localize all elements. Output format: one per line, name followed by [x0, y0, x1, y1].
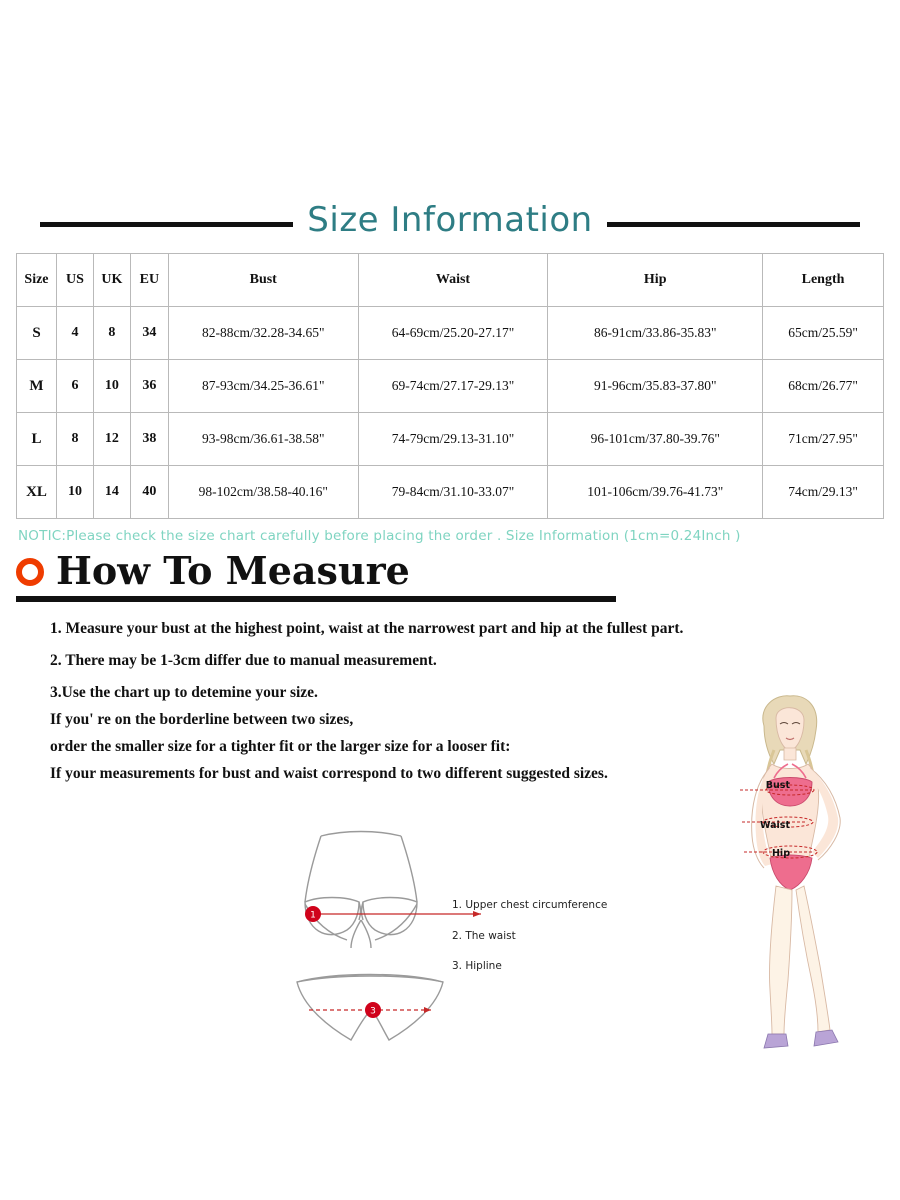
diagram-legend	[452, 900, 632, 992]
cell-hip: 101-106cm/39.76-41.73"	[548, 466, 763, 519]
model-label-bust: Bust	[765, 780, 790, 791]
cell-size: M	[17, 360, 57, 413]
cell-uk: 14	[93, 466, 130, 519]
instruction-line: If you' re on the borderline between two sizes,	[50, 711, 354, 728]
cell-eu: 36	[130, 360, 168, 413]
column-header-eu: EU	[130, 254, 168, 307]
table-row	[17, 466, 884, 519]
column-header-length: Length	[763, 254, 884, 307]
instruction-line: 2. There may be 1-3cm differ due to manual measurement.	[50, 652, 437, 669]
cell-waist: 79-84cm/31.10-33.07"	[358, 466, 548, 519]
how-to-measure-header	[8, 548, 892, 602]
badge-3-label: 3	[370, 1006, 376, 1017]
cell-uk: 10	[93, 360, 130, 413]
cell-hip: 91-96cm/35.83-37.80"	[548, 360, 763, 413]
cell-length: 68cm/26.77"	[763, 360, 884, 413]
cell-us: 6	[56, 360, 93, 413]
cell-waist: 69-74cm/27.17-29.13"	[358, 360, 548, 413]
table-row	[17, 307, 884, 360]
table-header-row	[17, 254, 884, 307]
how-to-measure-title: How To Measure	[56, 548, 410, 593]
cell-us: 8	[56, 413, 93, 466]
circle-bullet-icon	[16, 558, 44, 586]
model-figure-illustration	[700, 690, 900, 1080]
column-header-hip: Hip	[548, 254, 763, 307]
column-header-us: US	[56, 254, 93, 307]
model-label-hip: Hip	[771, 848, 790, 859]
cell-eu: 38	[130, 413, 168, 466]
table-row	[17, 360, 884, 413]
cell-us: 10	[56, 466, 93, 519]
cell-length: 71cm/27.95"	[763, 413, 884, 466]
cell-size: L	[17, 413, 57, 466]
cell-bust: 93-98cm/36.61-38.58"	[168, 413, 358, 466]
page-title: Size Information	[307, 200, 593, 240]
instruction-line: 1. Measure your bust at the highest point, waist at the narrowest part and hip at the fullest part.	[50, 620, 684, 637]
title-rule-left	[40, 222, 293, 227]
cell-bust: 98-102cm/38.58-40.16"	[168, 466, 358, 519]
instruction-line: If your measurements for bust and waist correspond to two different suggested sizes.	[50, 765, 608, 782]
model-label-waist: Waist	[759, 820, 790, 831]
legend-item: 3. Hipline	[452, 960, 502, 972]
how-to-measure-rule	[16, 596, 616, 602]
instruction-line: order the smaller size for a tighter fit or the larger size for a looser fit:	[50, 738, 511, 755]
cell-waist: 64-69cm/25.20-27.17"	[358, 307, 548, 360]
title-rule-right	[607, 222, 860, 227]
column-header-waist: Waist	[358, 254, 548, 307]
cell-length: 74cm/29.13"	[763, 466, 884, 519]
cell-us: 4	[56, 307, 93, 360]
size-notice: NOTIC:Please check the size chart carefully before placing the order . Size Information (1cm=0.24Inch )	[18, 528, 741, 544]
size-table	[16, 253, 884, 519]
legend-item: 2. The waist	[452, 929, 516, 942]
legend-item: 1. Upper chest circumference	[452, 899, 608, 911]
cell-length: 65cm/25.59"	[763, 307, 884, 360]
column-header-size: Size	[17, 254, 57, 307]
badge-1-label: 1	[310, 910, 316, 921]
cell-hip: 86-91cm/33.86-35.83"	[548, 307, 763, 360]
cell-size: S	[17, 307, 57, 360]
column-header-bust: Bust	[168, 254, 358, 307]
cell-eu: 34	[130, 307, 168, 360]
cell-hip: 96-101cm/37.80-39.76"	[548, 413, 763, 466]
table-row	[17, 413, 884, 466]
cell-size: XL	[17, 466, 57, 519]
instruction-line: 3.Use the chart up to detemine your size.	[50, 684, 318, 701]
cell-eu: 40	[130, 466, 168, 519]
cell-bust: 82-88cm/32.28-34.65"	[168, 307, 358, 360]
cell-waist: 74-79cm/29.13-31.10"	[358, 413, 548, 466]
cell-bust: 87-93cm/34.25-36.61"	[168, 360, 358, 413]
cell-uk: 12	[93, 413, 130, 466]
page-title-row	[40, 200, 860, 248]
column-header-uk: UK	[93, 254, 130, 307]
cell-uk: 8	[93, 307, 130, 360]
